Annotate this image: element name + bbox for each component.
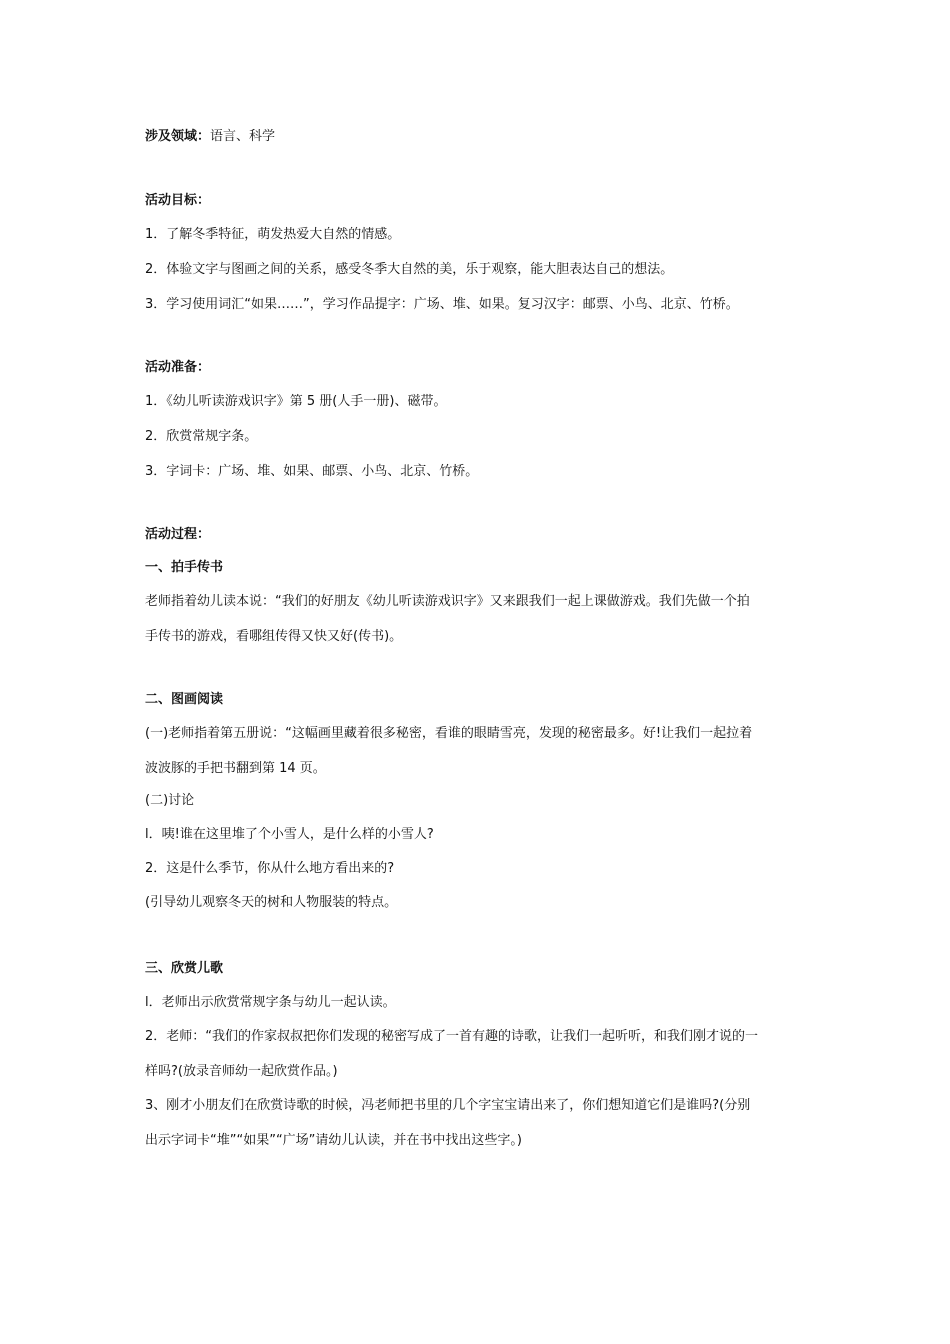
section-title: 三、欣赏儿歌 (145, 961, 224, 976)
domain-label: 涉及领域： (145, 129, 211, 144)
section-text: 2．这是什么季节，你从什么地方看出来的? (145, 861, 395, 876)
domain-line (145, 128, 825, 146)
domain-value: 语言、科学 (210, 129, 276, 144)
section-text: l．老师出示欣赏常规字条与幼儿一起认读。 (145, 995, 396, 1010)
goal-item: 1．了解冬季特征，萌发热爱大自然的情感。 (145, 227, 401, 242)
prep-item: 1．《幼儿听读游戏识字》第 5 册(人手一册)、磁带。 (145, 394, 447, 409)
section-title: 一、拍手传书 (145, 560, 224, 575)
section-text: 手传书的游戏，看哪组传得又快又好(传书)。 (145, 629, 403, 644)
section-text: 出示字词卡“堆”“如果”“广场”请幼儿认读，并在书中找出这些字。) (145, 1133, 522, 1148)
section-text: (二)讨论 (145, 793, 195, 808)
section-text: 3、刚才小朋友们在欣赏诗歌的时候，冯老师把书里的几个字宝宝请出来了，你们想知道它们是谁吗?(分别 (145, 1098, 751, 1113)
section-text: 样吗?(放录音师幼一起欣赏作品。) (145, 1064, 338, 1079)
goal-item: 3．学习使用词汇“如果……”，学习作品提字：广场、堆、如果。复习汉字：邮票、小鸟、北京、竹桥。 (145, 297, 739, 312)
process-heading: 活动过程： (145, 527, 211, 542)
prep-item: 3．字词卡：广场、堆、如果、邮票、小鸟、北京、竹桥。 (145, 464, 479, 479)
goal-item: 2．体验文字与图画之间的关系，感受冬季大自然的美，乐于观察，能大胆表达自己的想法。 (145, 262, 674, 277)
goals-heading: 活动目标： (145, 193, 211, 208)
section-text: l．咦!谁在这里堆了个小雪人，是什么样的小雪人? (145, 827, 434, 842)
prep-item: 2．欣赏常规字条。 (145, 429, 258, 444)
prep-heading: 活动准备： (145, 360, 211, 375)
section-title: 二、图画阅读 (145, 692, 224, 707)
section-text: 波波豚的手把书翻到第 14 页。 (145, 761, 326, 776)
section-text: (引导幼儿观察冬天的树和人物服装的特点。 (145, 895, 398, 910)
section-text: 老师指着幼儿读本说：“我们的好朋友《幼儿听读游戏识字》又来跟我们一起上课做游戏。我们先做一个拍 (145, 594, 750, 609)
section-text: (一)老师指着第五册说：“这幅画里藏着很多秘密，看谁的眼睛雪亮，发现的秘密最多。好!让我们一起拉着 (145, 726, 753, 741)
section-text: 2．老师：“我们的作家叔叔把你们发现的秘密写成了一首有趣的诗歌，让我们一起听听，和我们刚才说的一 (145, 1029, 759, 1044)
